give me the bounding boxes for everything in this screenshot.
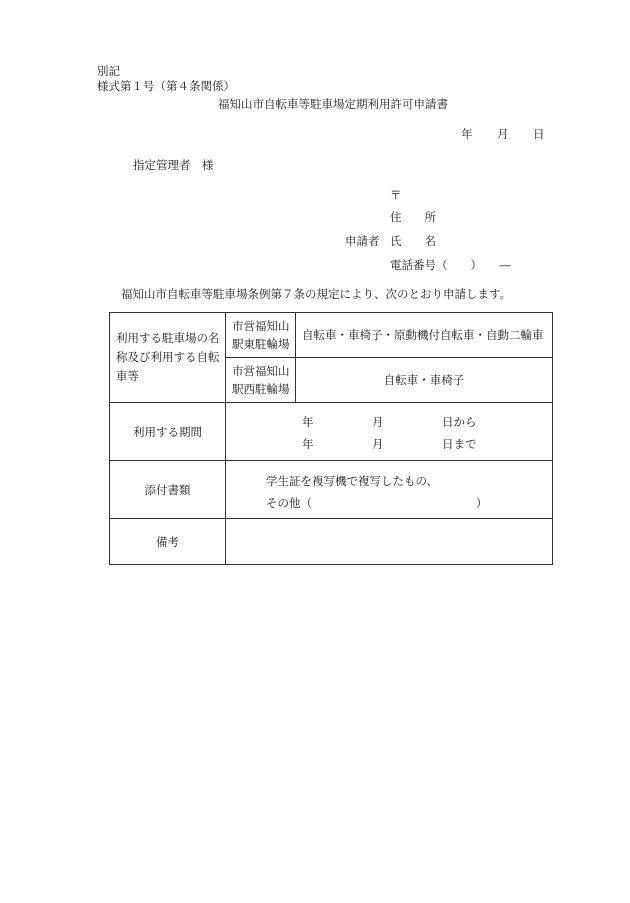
parking-label: 利用する駐車場の名称及び利用する自転車等: [116, 331, 220, 383]
date-year: 年: [461, 127, 473, 141]
form-number: 様式第１号（第４条関係）: [97, 79, 235, 93]
period-end-month: 月: [372, 436, 384, 451]
west-parking-name: 市営福知山駅西駐輪場: [232, 364, 290, 396]
attach-other-start: その他（: [266, 495, 312, 510]
east-types-cell: [296, 313, 553, 358]
phone-label: 電話番号（ ） ―: [390, 258, 511, 272]
date-day: 日: [533, 127, 545, 141]
name-label: 氏 名: [390, 234, 436, 248]
attach-line-1: 学生証を複写機で複写したもの、: [266, 473, 439, 488]
period-start-day: 日から: [442, 414, 477, 429]
address-label: 住 所: [390, 210, 436, 224]
remarks-value-cell: [226, 519, 553, 565]
period-end-year: 年: [302, 436, 314, 451]
attach-value-cell: [226, 461, 553, 519]
period-value-cell: [226, 403, 553, 461]
remarks-label-cell: [110, 519, 226, 565]
remarks-label: 備考: [156, 534, 179, 549]
parking-label-cell: [110, 313, 226, 403]
west-vehicle-types: 自転車・車椅子: [383, 373, 465, 387]
application-table: [109, 312, 553, 565]
attach-other-end: ）: [476, 495, 488, 510]
west-name-cell: [226, 358, 296, 403]
postal-mark: 〒: [390, 188, 402, 202]
attach-label-cell: [110, 461, 226, 519]
east-parking-name: 市営福知山駅東駐輪場: [232, 319, 290, 351]
east-vehicle-types: 自転車・車椅子・原動機付自転車・自動二輪車: [302, 327, 544, 342]
addressee: 指定管理者 様: [133, 158, 214, 172]
east-name-cell: [226, 313, 296, 358]
period-end-day: 日まで: [442, 436, 477, 451]
annex-label: 別記: [97, 64, 120, 78]
west-types-cell: [296, 358, 553, 403]
period-start-month: 月: [372, 414, 384, 429]
attach-label: 添付書類: [144, 482, 191, 497]
period-label-cell: [110, 403, 226, 461]
date-month: 月: [497, 127, 509, 141]
period-start-year: 年: [302, 414, 314, 429]
form-title: 福知山市自転車等駐車場定期利用許可申請書: [218, 97, 448, 111]
applicant-label: 申請者: [345, 234, 380, 248]
statement: 福知山市自転車等駐車場条例第７条の規定により、次のとおり申請します。: [121, 287, 512, 301]
period-label: 利用する期間: [133, 424, 202, 439]
